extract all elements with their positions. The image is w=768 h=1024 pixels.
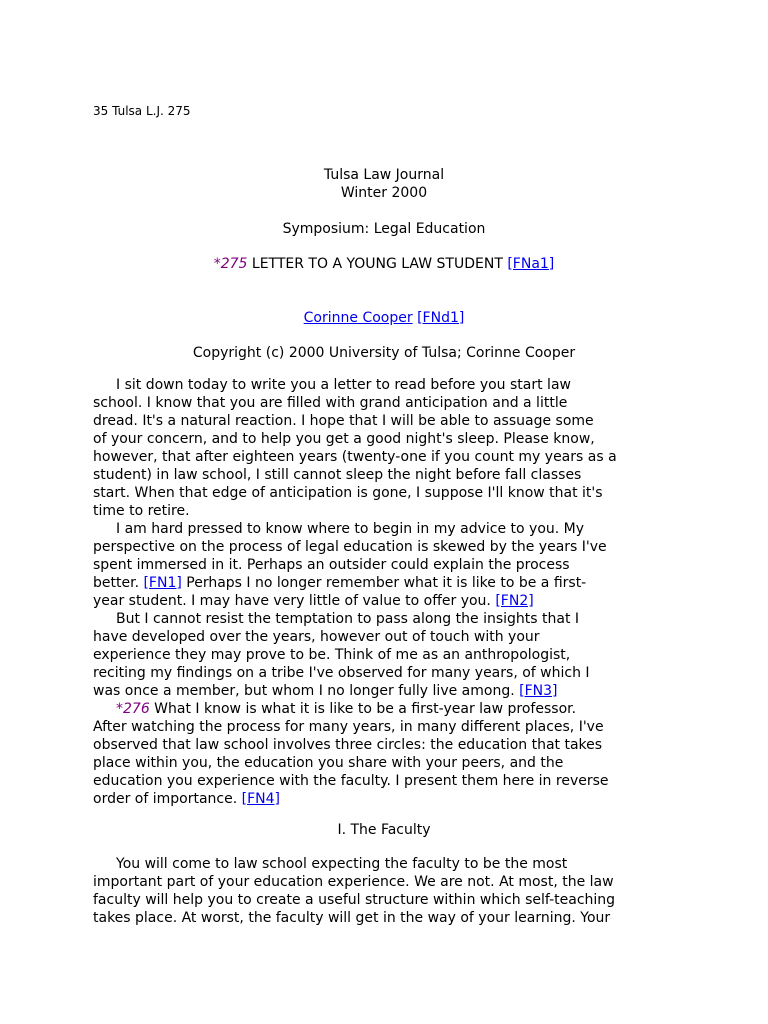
author-link[interactable]: Corinne Cooper bbox=[303, 310, 413, 326]
paragraph-line: I sit down today to write you a letter to read before you start law bbox=[116, 377, 571, 393]
paragraph-line: have developed over the years, however out of touch with your bbox=[93, 629, 540, 645]
paragraph-line: student) in law school, I still cannot sleep the night before fall classes bbox=[93, 467, 582, 483]
paragraph-line: dread. It's a natural reaction. I hope that I will be able to assuage some bbox=[93, 413, 594, 429]
paragraph-line: spent immersed in it. Perhaps an outsider could explain the process bbox=[93, 557, 570, 573]
paragraph-line: faculty will help you to create a useful structure within which self-teaching bbox=[93, 892, 616, 908]
paragraph-line bbox=[93, 700, 675, 718]
paragraph-line: school. I know that you are filled with grand anticipation and a little bbox=[93, 395, 568, 411]
star-page-marker: *275 bbox=[213, 256, 248, 272]
paragraph-line bbox=[93, 592, 675, 610]
paragraph-line: perspective on the process of legal education is skewed by the years I've bbox=[93, 539, 607, 555]
paragraph-line: observed that law school involves three circles: the education that takes bbox=[93, 737, 603, 753]
text-run: What I know is what it is like to be a first-year law professor. bbox=[149, 701, 577, 717]
footnote-link-fn1[interactable]: [FN1] bbox=[143, 575, 182, 591]
article-title-text: LETTER TO A YOUNG LAW STUDENT bbox=[247, 256, 508, 272]
paragraph-line: important part of your education experience. We are not. At most, the law bbox=[93, 874, 614, 890]
paragraph-line bbox=[93, 682, 675, 700]
footnote-link-fn3[interactable]: [FN3] bbox=[519, 683, 558, 699]
text-run: better. bbox=[93, 575, 144, 591]
footnote-link-fna1[interactable]: [FNa1] bbox=[507, 256, 555, 272]
article-title bbox=[93, 255, 675, 273]
section-heading: I. The Faculty bbox=[337, 822, 431, 838]
paragraph-line bbox=[93, 574, 675, 592]
body-text bbox=[93, 376, 675, 808]
paragraph-line: After watching the process for many years, in many different places, I've bbox=[93, 719, 604, 735]
paragraph-line: however, that after eighteen years (twenty-one if you count my years as a bbox=[93, 449, 617, 465]
citation: 35 Tulsa L.J. 275 bbox=[93, 104, 191, 118]
section-body-text bbox=[93, 855, 675, 927]
text-run: order of importance. bbox=[93, 791, 242, 807]
paragraph-line: place within you, the education you share with your peers, and the bbox=[93, 755, 564, 771]
paragraph-line: You will come to law school expecting the faculty to be the most bbox=[116, 856, 568, 872]
paragraph-line: time to retire. bbox=[93, 503, 190, 519]
paragraph-line bbox=[93, 790, 675, 808]
text-run: Perhaps I no longer remember what it is like to be a first- bbox=[181, 575, 587, 591]
paragraph-line: education you experience with the faculty. I present them here in reverse bbox=[93, 773, 609, 789]
author-line bbox=[93, 309, 675, 327]
paragraph-line: But I cannot resist the temptation to pass along the insights that I bbox=[116, 611, 580, 627]
footnote-link-fn4[interactable]: [FN4] bbox=[241, 791, 280, 807]
paragraph-line: experience they may prove to be. Think of me as an anthropologist, bbox=[93, 647, 571, 663]
paragraph-line: of your concern, and to help you get a good night's sleep. Please know, bbox=[93, 431, 595, 447]
journal-name: Tulsa Law Journal bbox=[323, 167, 445, 183]
copyright-notice: Copyright (c) 2000 University of Tulsa; Corinne Cooper bbox=[192, 345, 576, 361]
text-run: was once a member, but whom I no longer fully live among. bbox=[93, 683, 520, 699]
paragraph-line: I am hard pressed to know where to begin in my advice to you. My bbox=[116, 521, 585, 537]
journal-issue: Winter 2000 bbox=[340, 185, 428, 201]
paragraph-line: reciting my findings on a tribe I've observed for many years, of which I bbox=[93, 665, 590, 681]
text-run: year student. I may have very little of value to offer you. bbox=[93, 593, 496, 609]
footnote-link-fn2[interactable]: [FN2] bbox=[495, 593, 534, 609]
footnote-link-fnd1[interactable]: [FNd1] bbox=[417, 310, 465, 326]
symposium-title: Symposium: Legal Education bbox=[282, 221, 486, 237]
paragraph-line: takes place. At worst, the faculty will get in the way of your learning. Your bbox=[93, 910, 611, 926]
star-page-marker: *276 bbox=[116, 701, 150, 717]
paragraph-line: start. When that edge of anticipation is gone, I suppose I'll know that it's bbox=[93, 485, 603, 501]
